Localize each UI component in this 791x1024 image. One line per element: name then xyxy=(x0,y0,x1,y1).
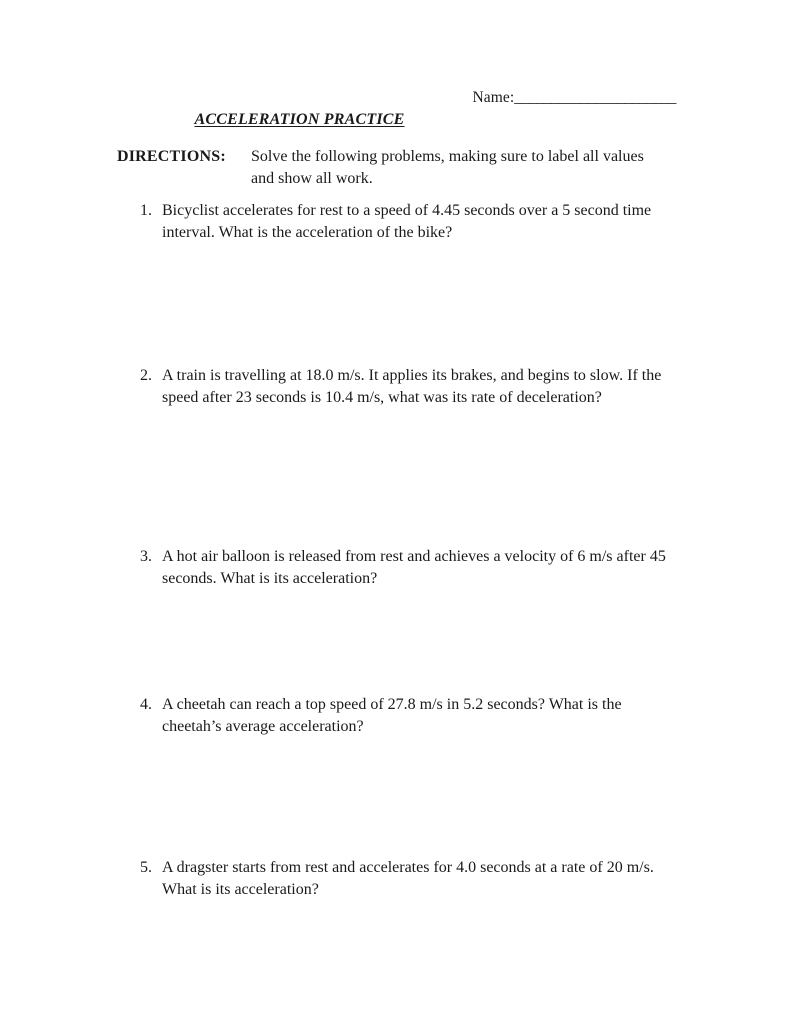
problem-item-4 xyxy=(140,694,670,738)
answer-space-1[interactable] xyxy=(162,246,670,360)
directions-label: DIRECTIONS: xyxy=(117,148,226,165)
problem-item-2 xyxy=(140,365,670,409)
problem-item-1 xyxy=(140,200,670,244)
problem-number: 2. xyxy=(140,367,152,384)
answer-space-3[interactable] xyxy=(162,592,670,693)
problem-text: Bicyclist accelerates for rest to a speed of 4.45 seconds over a 5 second time interval. What is the acceleration of the bike? xyxy=(162,202,652,241)
problem-number: 4. xyxy=(140,696,152,713)
problem-number: 3. xyxy=(140,548,152,565)
problem-text: A train is travelling at 18.0 m/s. It applies its brakes, and begins to slow. If the speed after 23 seconds is 10.4 m/s, what was its rate of deceleration? xyxy=(162,367,662,406)
answer-space-4[interactable] xyxy=(162,740,670,856)
name-label: Name: xyxy=(472,89,515,106)
problem-number: 1. xyxy=(140,202,152,219)
name-field xyxy=(0,88,676,108)
page-title xyxy=(0,110,791,130)
problem-text: A cheetah can reach a top speed of 27.8 m/s in 5.2 seconds? What is the cheetah’s average acceleration? xyxy=(162,696,622,735)
problem-item-3 xyxy=(140,546,670,590)
directions-text: Solve the following problems, making sure to label all values and show all work. xyxy=(251,148,644,187)
problem-text: A hot air balloon is released from rest and achieves a velocity of 6 m/s after 45 seconds. What is its acceleration? xyxy=(162,548,666,587)
problem-text: A dragster starts from rest and accelerates for 4.0 seconds at a rate of 20 m/s. What is its acceleration? xyxy=(162,859,654,898)
problem-item-5 xyxy=(140,857,670,901)
answer-space-2[interactable] xyxy=(162,411,670,541)
answer-space-5[interactable] xyxy=(162,903,670,1013)
problem-number: 5. xyxy=(140,859,152,876)
name-blank-line[interactable]: ______________________ xyxy=(514,89,676,106)
page-title-text: ACCELERATION PRACTICE xyxy=(194,111,405,128)
